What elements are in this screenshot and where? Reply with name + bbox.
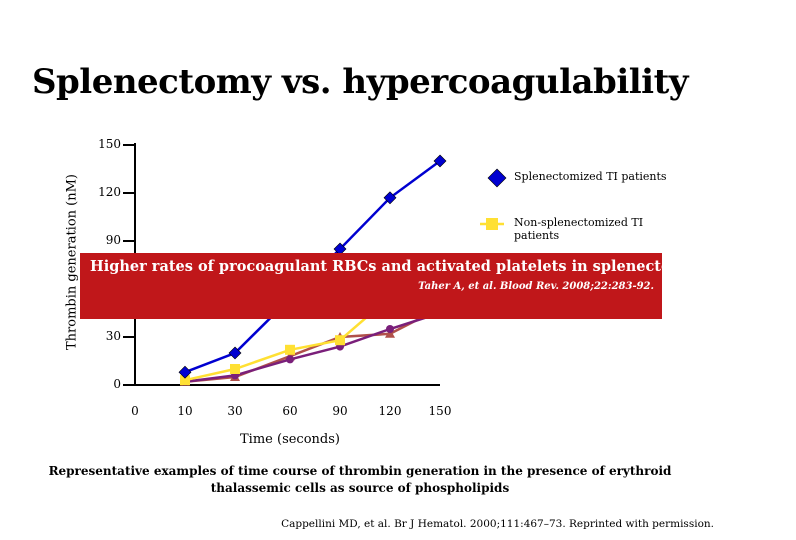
y-axis-label: Thrombin generation (nM): [64, 174, 80, 350]
x-axis-label: Time (seconds): [240, 432, 340, 447]
legend-label-non-splenectomized: Non-splenectomized TI patients: [514, 216, 644, 242]
y-tick-label: 120: [98, 185, 121, 199]
data-point: [488, 169, 506, 187]
y-tick-label: 0: [113, 377, 121, 391]
data-point: [486, 218, 498, 230]
banner-text: Higher rates of procoagulant RBCs and activated platelets in splenectomized patients.: [90, 258, 796, 275]
legend: [480, 169, 506, 230]
slide-title: Splenectomy vs. hypercoagulability: [31, 62, 689, 102]
data-point: [285, 345, 295, 355]
legend-label-splenectomized: Splenectomized TI patients: [514, 170, 667, 183]
x-tick-label: 90: [332, 404, 348, 418]
x-tick-label: 30: [227, 404, 243, 418]
y-tick-label: 30: [105, 329, 121, 343]
data-point: [386, 325, 394, 333]
x-tick-label: 10: [177, 404, 193, 418]
figure-caption: Representative examples of time course of thrombin generation in the presence of erythroid thalassemic cells as source of phospholipids: [48, 464, 672, 495]
data-point: [335, 335, 345, 345]
x-tick-label: 60: [282, 404, 298, 418]
banner-citation: Taher A, et al. Blood Rev. 2008;22:283-92.: [418, 281, 654, 292]
source-citation: Cappellini MD, et al. Br J Hematol. 2000;111:467–73. Reprinted with permission.: [281, 518, 714, 530]
x-tick-label: 0: [131, 404, 139, 418]
x-tick-label: 120: [378, 404, 402, 418]
y-tick-label: 150: [98, 137, 121, 151]
data-point: [230, 364, 240, 374]
highlight-banner: [80, 253, 796, 319]
x-tick-label: 150: [428, 404, 452, 418]
data-point: [286, 355, 294, 363]
y-tick-label: 90: [105, 233, 121, 247]
